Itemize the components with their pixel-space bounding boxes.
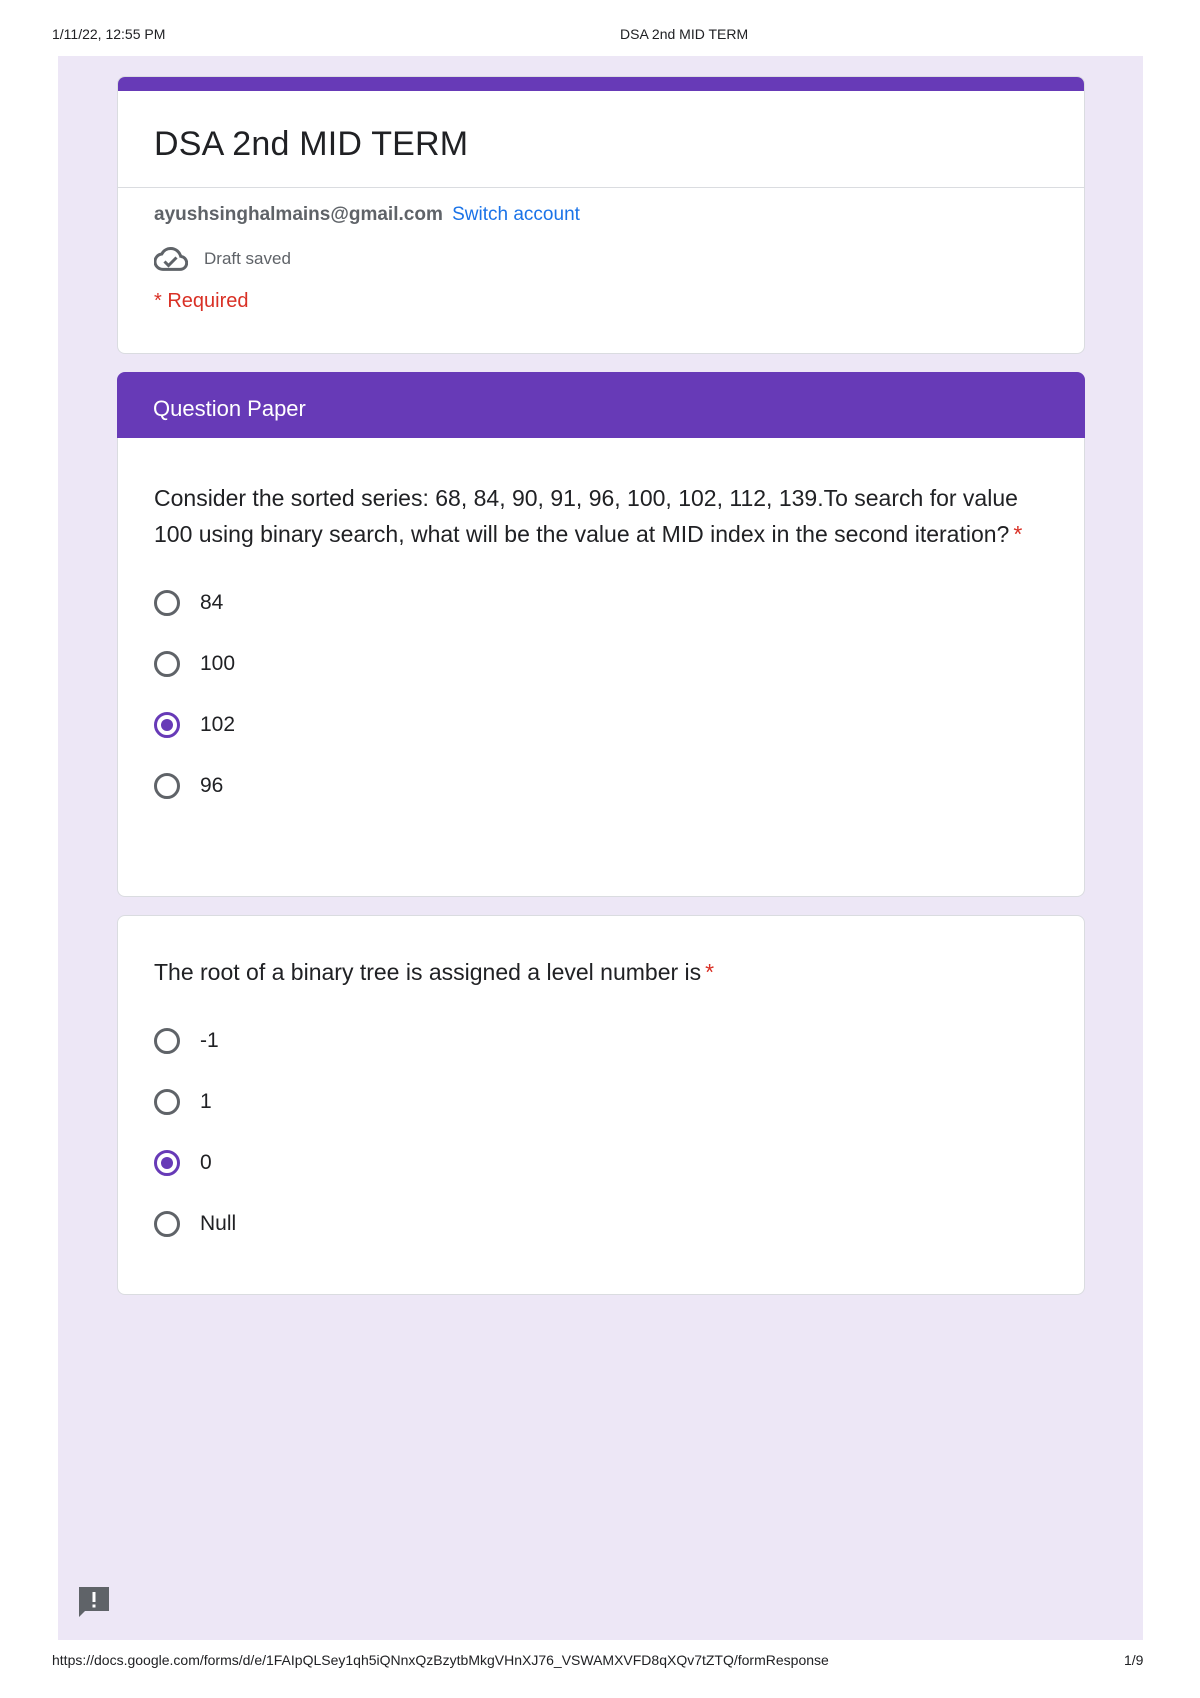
required-note: * Required bbox=[154, 290, 249, 312]
option-label: 102 bbox=[200, 712, 236, 736]
option-label: 100 bbox=[200, 651, 236, 675]
radio-button-checked[interactable] bbox=[154, 1150, 180, 1176]
radio-option[interactable] bbox=[154, 572, 1048, 633]
section-title: Question Paper bbox=[153, 396, 306, 421]
form-header-card bbox=[117, 76, 1085, 354]
print-header bbox=[0, 26, 1200, 46]
print-url: https://docs.google.com/forms/d/e/1FAIpQLSey1qh5iQNnxQzBzytbMkgVHnXJ76_VSWAMXVFD8qXQv7tZTQ/formResponse bbox=[52, 1652, 829, 1668]
account-email: ayushsinghalmains@gmail.com bbox=[154, 204, 443, 225]
radio-button-checked[interactable] bbox=[154, 712, 180, 738]
radio-option[interactable] bbox=[154, 633, 1048, 694]
radio-option[interactable] bbox=[154, 1193, 1048, 1254]
option-label: 84 bbox=[200, 590, 224, 614]
radio-group bbox=[118, 990, 1084, 1254]
question-text bbox=[118, 438, 1084, 552]
radio-button[interactable] bbox=[154, 773, 180, 799]
title-accent-bar bbox=[118, 77, 1084, 91]
radio-option[interactable] bbox=[154, 1071, 1048, 1132]
feedback-icon[interactable] bbox=[77, 1585, 111, 1619]
cloud-done-icon bbox=[154, 246, 188, 272]
account-row bbox=[118, 188, 1084, 228]
required-asterisk: * bbox=[1013, 521, 1023, 547]
switch-account-link[interactable]: Switch account bbox=[452, 204, 580, 225]
question-card bbox=[117, 915, 1085, 1295]
draft-status-row bbox=[118, 228, 1084, 274]
question-label: The root of a binary tree is assigned a level number is bbox=[154, 959, 702, 985]
radio-option[interactable] bbox=[154, 755, 1048, 816]
required-asterisk: * bbox=[705, 959, 715, 985]
print-footer bbox=[0, 1652, 1200, 1672]
question-label: Consider the sorted series: 68, 84, 90, 91, 96, 100, 102, 112, 139.To search for value 100 using binary search, what will be the value at MID index in the second iteration? bbox=[154, 485, 1018, 547]
option-label: 96 bbox=[200, 773, 224, 797]
print-page-number: 1/9 bbox=[1124, 1652, 1144, 1668]
print-datetime: 1/11/22, 12:55 PM bbox=[52, 26, 166, 42]
radio-button[interactable] bbox=[154, 651, 180, 677]
question-text bbox=[118, 916, 1084, 990]
radio-button[interactable] bbox=[154, 1028, 180, 1054]
question-card bbox=[117, 438, 1085, 897]
section-header bbox=[117, 372, 1085, 446]
radio-group bbox=[118, 552, 1084, 816]
draft-status: Draft saved bbox=[204, 249, 291, 268]
option-label: Null bbox=[200, 1211, 237, 1235]
radio-button[interactable] bbox=[154, 590, 180, 616]
option-label: 0 bbox=[200, 1150, 212, 1174]
radio-option[interactable] bbox=[154, 694, 1048, 755]
radio-option[interactable] bbox=[154, 1010, 1048, 1071]
print-doc-title: DSA 2nd MID TERM bbox=[620, 26, 749, 42]
option-label: -1 bbox=[200, 1028, 219, 1052]
option-label: 1 bbox=[200, 1089, 212, 1113]
radio-button[interactable] bbox=[154, 1211, 180, 1237]
form-title: DSA 2nd MID TERM bbox=[154, 125, 469, 163]
radio-button[interactable] bbox=[154, 1089, 180, 1115]
radio-option[interactable] bbox=[154, 1132, 1048, 1193]
